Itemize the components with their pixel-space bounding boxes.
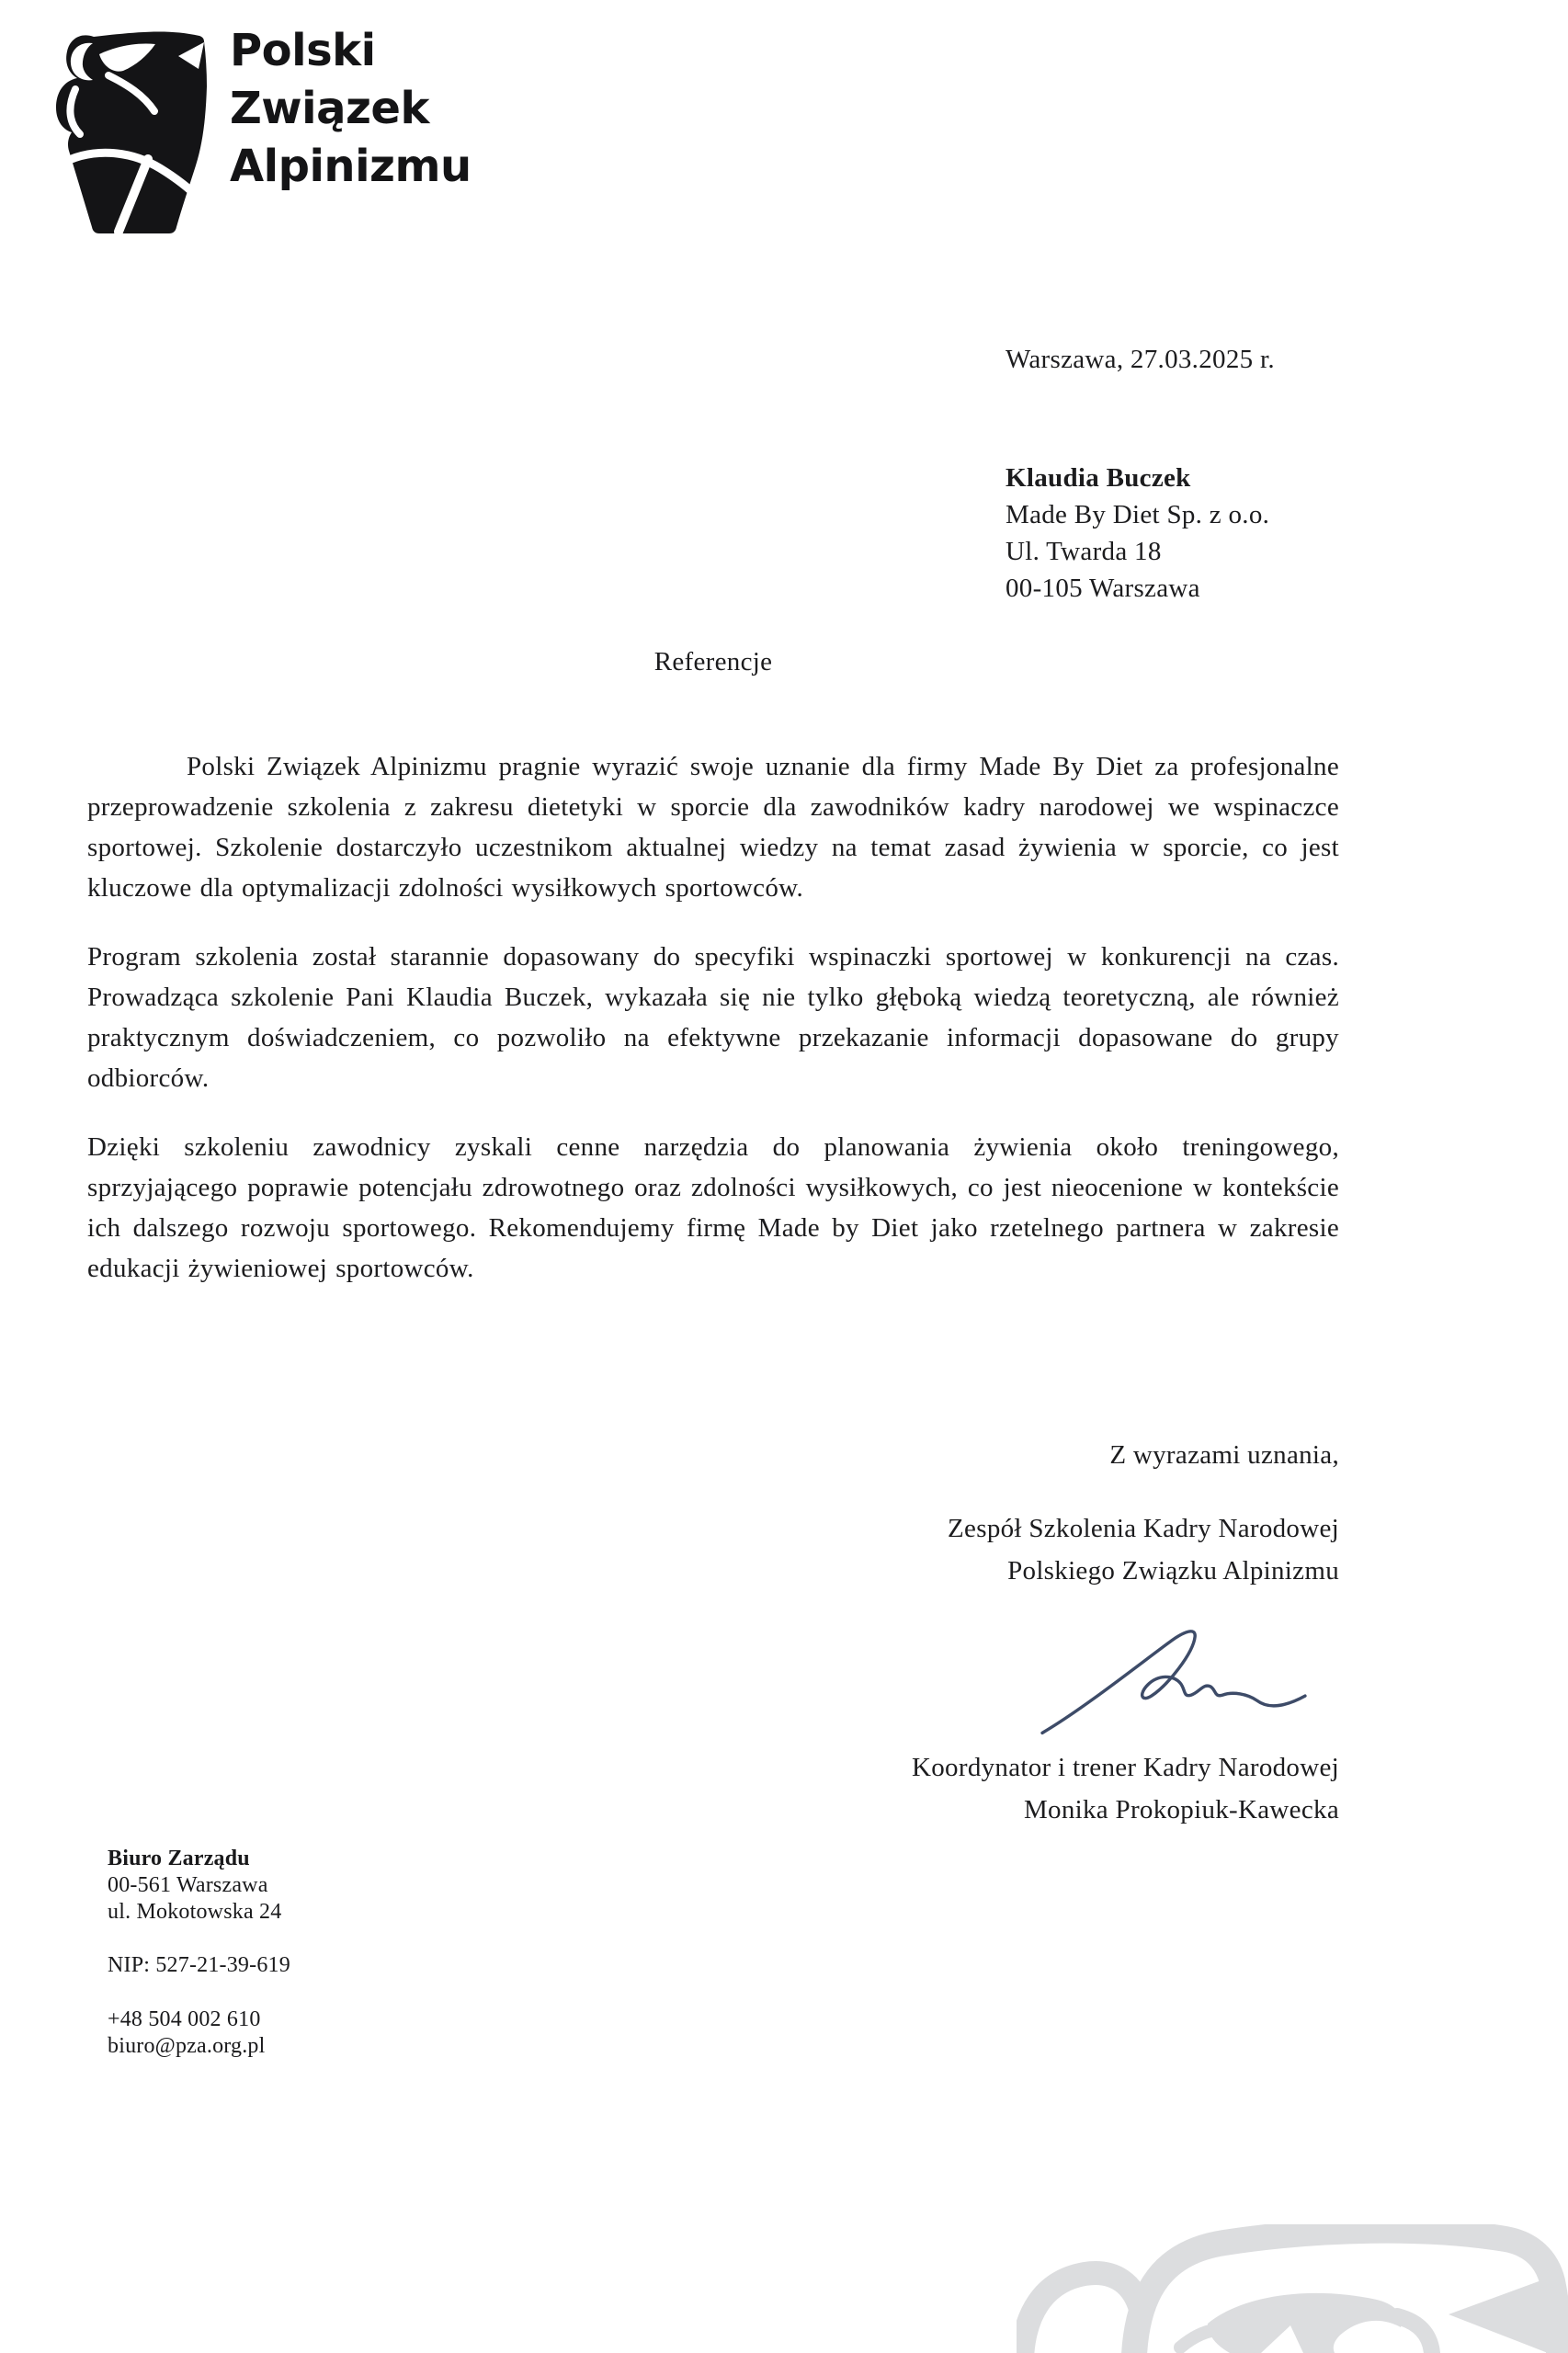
footer-street: ul. Mokotowska 24: [108, 1900, 282, 1924]
pza-eagle-logo-icon: [51, 28, 211, 235]
footer-phone: +48 504 002 610: [108, 2007, 261, 2031]
recipient-company: Made By Diet Sp. z o.o.: [1006, 500, 1270, 529]
footer-postal: 00-561 Warszawa: [108, 1873, 268, 1897]
footer-email: biuro@pza.org.pl: [108, 2034, 266, 2058]
org-wordmark: [230, 22, 472, 196]
footer-office-block: [108, 1846, 290, 2060]
recipient-block: [1006, 460, 1269, 607]
body-paragraph: Polski Związek Alpinizmu pragnie wyrazić swoje uznanie dla firmy Made By Diet za profesjonalne przeprowadzenie szkolenia z zakresu dietetyki w sporcie dla zawodników kadry narodowej we wspinaczce sportowej. Szkolenie dostarczyło uczestnikom aktualnej wiedzy na temat zasad żywienia w sporcie, co jest kluczowe dla optymalizacji zdolności wysiłkowych sportowców.: [87, 752, 1339, 903]
body-paragraph: Program szkolenia został starannie dopasowany do specyfiki wspinaczki sportowej w konkurencji na czas. Prowadząca szkolenie Pani Klaudia Buczek, wykazała się nie tylko głęboką wiedzą teoretyczną, ale również praktycznym doświadczeniem, co pozwoliło na efektywne przekazanie informacji dopasowane do grupy odbiorców.: [87, 942, 1339, 1093]
closing-salutation: Z wyrazami uznania,: [1109, 1440, 1339, 1470]
recipient-name: Klaudia Buczek: [1006, 463, 1191, 493]
org-wordmark-line: Alpinizmu: [230, 141, 472, 192]
handwritten-signature: [1037, 1621, 1314, 1743]
place-date-line: Warszawa, 27.03.2025 r.: [1006, 345, 1275, 374]
closing-team-line: Zespół Szkolenia Kadry Narodowej: [948, 1514, 1339, 1543]
pza-eagle-watermark-icon: [1017, 2224, 1568, 2353]
footer-office-title: Biuro Zarządu: [108, 1847, 250, 1870]
signer-role: Koordynator i trener Kadry Narodowej: [912, 1753, 1339, 1782]
recipient-street: Ul. Twarda 18: [1006, 537, 1162, 566]
signer-name: Monika Prokopiuk-Kawecka: [1023, 1795, 1339, 1824]
body-paragraph: Dzięki szkoleniu zawodnicy zyskali cenne narzędzia do planowania żywienia około treningowego, sprzyjającego poprawie potencjału zdrowotnego oraz zdolności wysiłkowych, co jest nieocenione w kontekście ich dalszego rozwoju sportowego. Rekomendujemy firmę Made by Diet jako rzetelnego partnera w zakresie edukacji żywieniowej sportowców.: [87, 1132, 1339, 1283]
letter-body: [87, 746, 1339, 1317]
org-wordmark-line: Związek: [230, 83, 429, 134]
closing-block: [87, 1439, 1339, 1592]
closing-team-line: Polskiego Związku Alpinizmu: [1007, 1556, 1339, 1586]
footer-nip: NIP: 527-21-39-619: [108, 1953, 290, 1977]
recipient-city: 00-105 Warszawa: [1006, 574, 1200, 603]
org-wordmark-line: Polski: [230, 25, 376, 76]
signer-block: [87, 1746, 1339, 1831]
document-title: Referencje: [653, 647, 773, 676]
